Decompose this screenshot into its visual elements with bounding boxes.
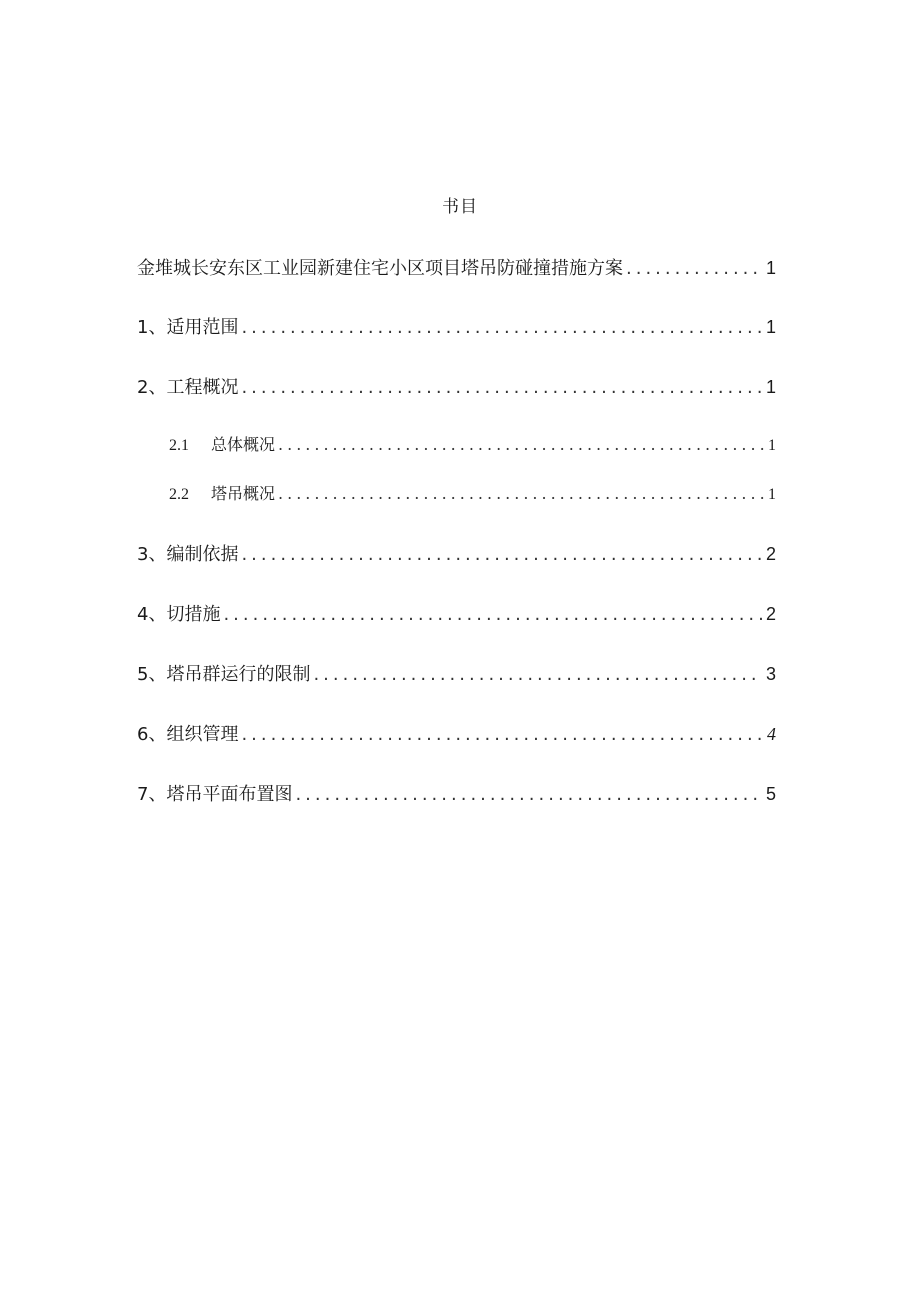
toc-dot-leader <box>278 484 764 503</box>
toc-page-number: 1 <box>765 377 776 397</box>
toc-entry-number: 2、 <box>137 377 167 398</box>
toc-entry-label: 编制依据 <box>166 544 239 565</box>
toc-entry-label: 塔吊平面布置图 <box>166 784 293 805</box>
toc-dot-leader <box>241 317 762 338</box>
toc-dot-leader <box>295 784 762 805</box>
toc-entry-3[interactable] <box>137 540 776 566</box>
toc-entry-label: 总体概况 <box>211 435 276 454</box>
toc-entry-number: 6、 <box>137 724 167 745</box>
toc-entry-5[interactable] <box>137 660 776 686</box>
toc-entry-1[interactable] <box>137 313 776 339</box>
toc-dot-leader <box>223 604 762 625</box>
toc-entry-label: 金堆城长安东区工业园新建住宅小区项目塔吊防碰撞措施方案 <box>137 258 623 279</box>
table-of-contents <box>137 0 776 1301</box>
toc-entry-7[interactable] <box>137 780 776 806</box>
toc-entry-number: 3、 <box>137 544 167 565</box>
toc-entry-2[interactable] <box>137 373 776 399</box>
toc-entry-label: 切措施 <box>166 604 221 625</box>
toc-page-number: 2 <box>765 544 776 564</box>
toc-entry-number: 7、 <box>137 784 167 805</box>
toc-entry-2-1[interactable] <box>137 432 776 456</box>
toc-entry-number: 2.2 <box>169 486 189 503</box>
toc-entry-2-2[interactable] <box>137 481 776 505</box>
toc-page-number: 2 <box>765 604 776 624</box>
toc-entry-label: 工程概况 <box>166 377 239 398</box>
toc-page-number: 3 <box>765 664 776 684</box>
toc-page-number: 4 <box>767 724 776 744</box>
toc-entry-label: 适用范围 <box>166 317 239 338</box>
toc-dot-leader <box>313 664 762 685</box>
toc-page-number: 5 <box>765 784 776 804</box>
toc-entry-label: 组织管理 <box>166 724 239 745</box>
toc-title: 书目 <box>442 197 478 217</box>
toc-entry-6[interactable] <box>137 720 776 746</box>
toc-entry-number: 5、 <box>137 664 167 685</box>
toc-entry-number: 2.1 <box>169 437 189 454</box>
toc-page-number: 1 <box>765 317 776 337</box>
toc-entry-label: 塔吊群运行的限制 <box>166 664 311 685</box>
toc-page-number: 1 <box>768 486 776 503</box>
toc-dot-leader <box>241 544 762 565</box>
toc-page-number: 1 <box>768 437 776 454</box>
toc-entry-number: 1、 <box>137 317 167 338</box>
toc-entry-4[interactable] <box>137 600 776 626</box>
toc-dot-leader <box>278 435 764 454</box>
toc-dot-leader <box>241 724 763 745</box>
toc-dot-leader <box>241 377 762 398</box>
toc-entry-main[interactable] <box>137 254 776 280</box>
toc-entry-label: 塔吊概况 <box>211 484 276 503</box>
toc-dot-leader <box>626 258 762 279</box>
toc-page-number: 1 <box>765 258 776 278</box>
toc-entry-number: 4、 <box>137 604 167 625</box>
